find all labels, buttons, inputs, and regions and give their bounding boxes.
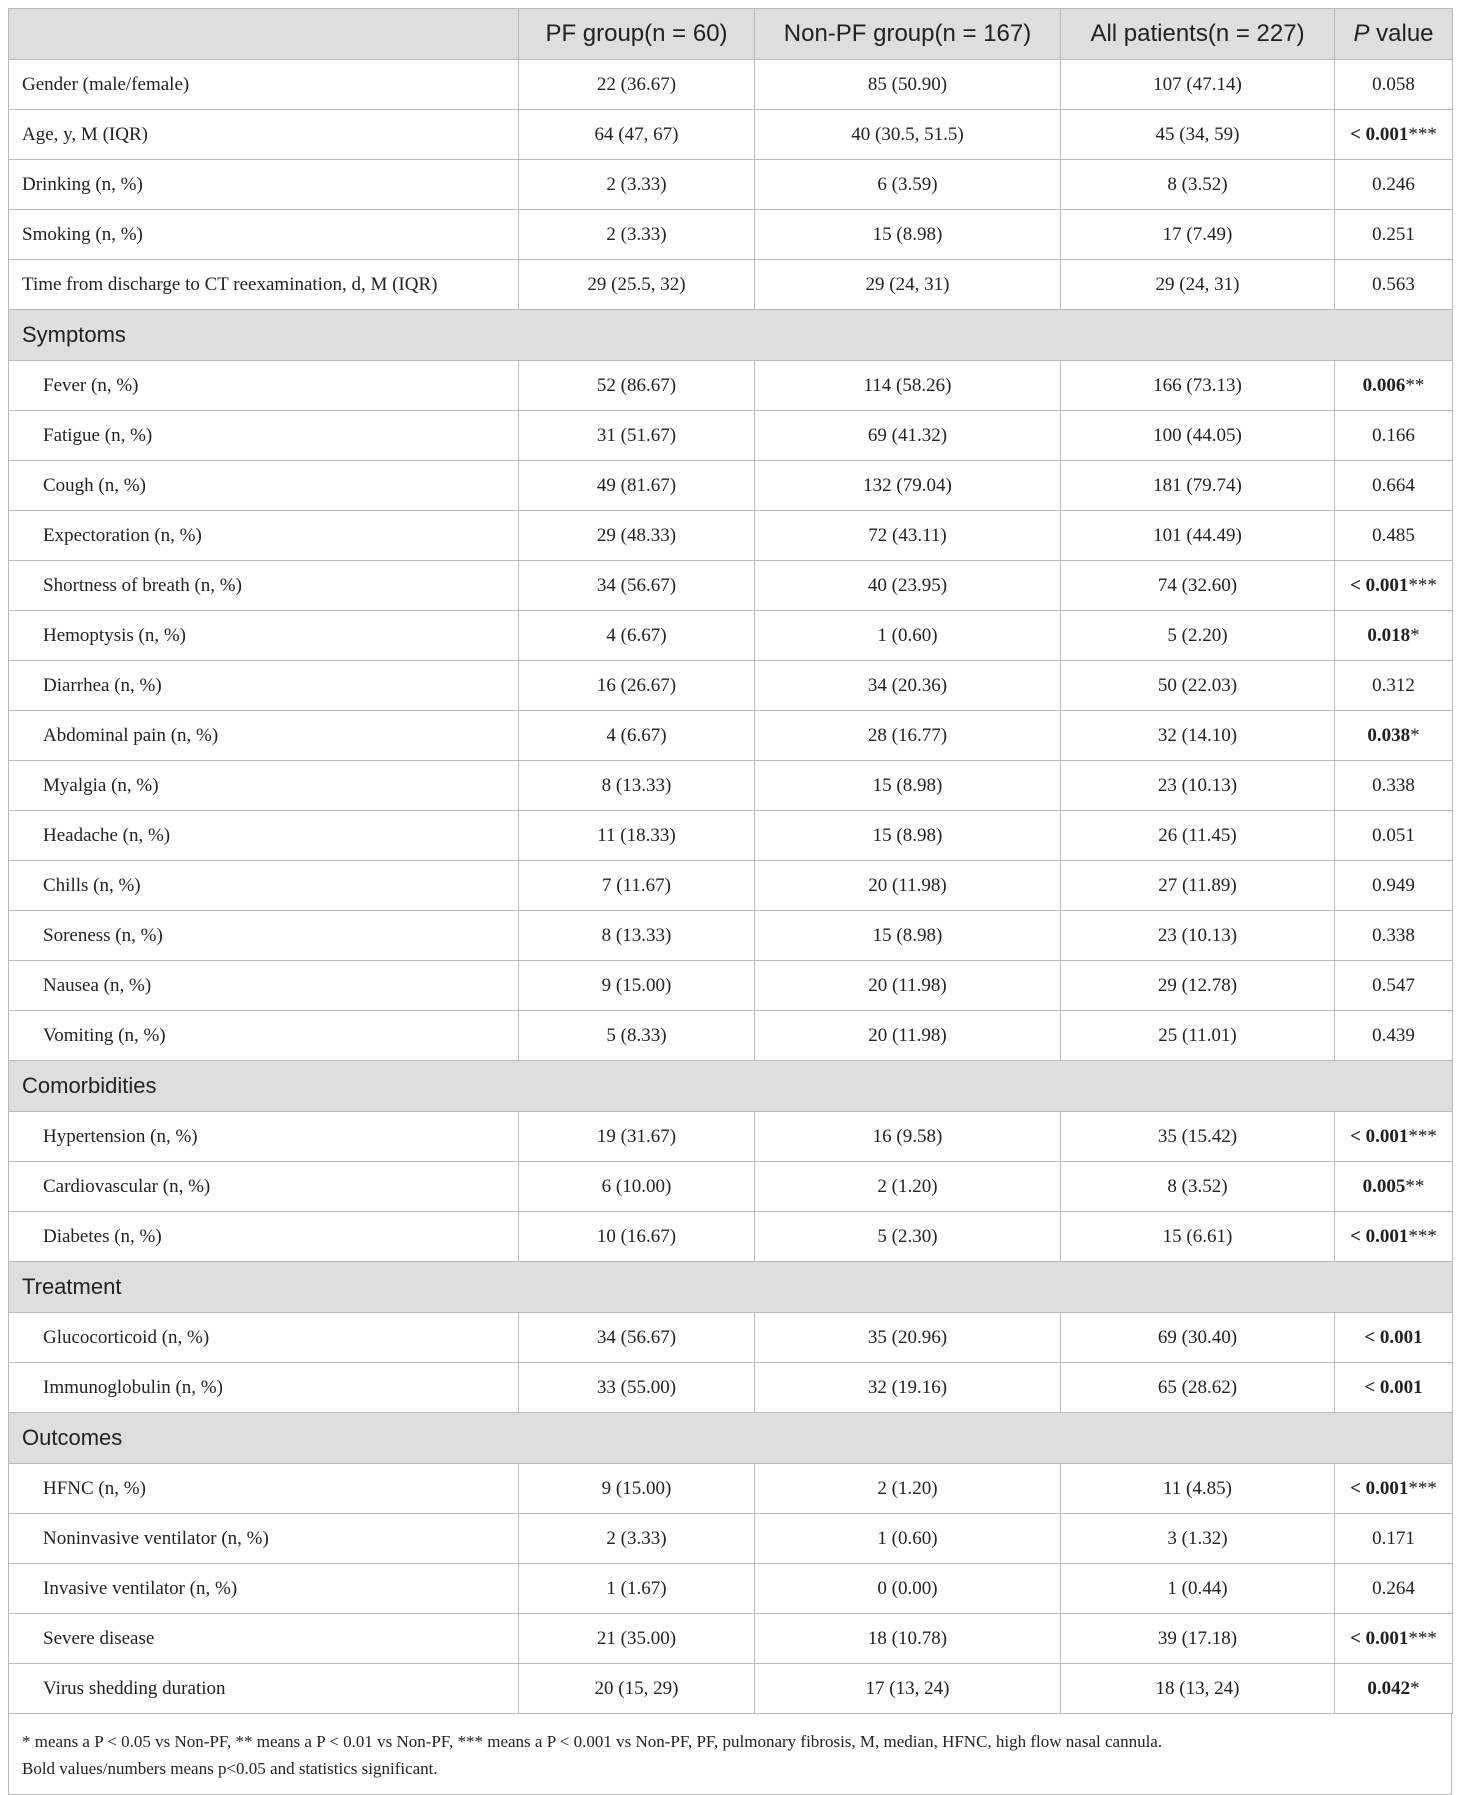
- all-patients-cell: 35 (15.42): [1061, 1112, 1335, 1162]
- pf-group-cell: 2 (3.33): [519, 1514, 755, 1564]
- all-patients-cell: 23 (10.13): [1061, 911, 1335, 961]
- header-p-value: [1335, 9, 1453, 60]
- all-patients-cell: 65 (28.62): [1061, 1363, 1335, 1413]
- table-container: [8, 8, 1452, 1795]
- pf-group-cell: 33 (55.00): [519, 1363, 755, 1413]
- non-pf-group-cell: 35 (20.96): [755, 1313, 1061, 1363]
- p-value-number: 0.018: [1367, 624, 1411, 646]
- p-value-cell: [1335, 961, 1453, 1011]
- p-value-number: < 0.001: [1350, 1627, 1409, 1649]
- p-value-number: 0.166: [1372, 424, 1415, 446]
- row-label-cell: Severe disease: [9, 1614, 519, 1664]
- p-value-cell: [1335, 611, 1453, 661]
- p-value-cell: [1335, 1614, 1453, 1664]
- row-label-cell: Smoking (n, %): [9, 210, 519, 260]
- significance-stars: ***: [1408, 123, 1437, 145]
- non-pf-group-cell: 16 (9.58): [755, 1112, 1061, 1162]
- table-row: [9, 1664, 1453, 1714]
- patient-characteristics-table: [8, 8, 1453, 1714]
- non-pf-group-cell: 2 (1.20): [755, 1162, 1061, 1212]
- table-row: [9, 1313, 1453, 1363]
- header-empty-cell: [9, 9, 519, 60]
- all-patients-cell: 27 (11.89): [1061, 861, 1335, 911]
- p-value-number: 0.058: [1372, 73, 1415, 95]
- section-label: Treatment: [9, 1262, 1453, 1313]
- non-pf-group-cell: 40 (23.95): [755, 561, 1061, 611]
- row-label-cell: Vomiting (n, %): [9, 1011, 519, 1061]
- section-header-row: [9, 1262, 1453, 1313]
- pf-group-cell: 34 (56.67): [519, 561, 755, 611]
- non-pf-group-cell: 34 (20.36): [755, 661, 1061, 711]
- table-row: [9, 611, 1453, 661]
- pf-group-cell: 5 (8.33): [519, 1011, 755, 1061]
- row-label-cell: Abdominal pain (n, %): [9, 711, 519, 761]
- pf-group-cell: 20 (15, 29): [519, 1664, 755, 1714]
- non-pf-group-cell: 1 (0.60): [755, 611, 1061, 661]
- all-patients-cell: 29 (12.78): [1061, 961, 1335, 1011]
- row-label-cell: Headache (n, %): [9, 811, 519, 861]
- pf-group-cell: 64 (47, 67): [519, 110, 755, 160]
- p-value-cell: [1335, 861, 1453, 911]
- table-row: [9, 861, 1453, 911]
- p-value-cell: [1335, 1212, 1453, 1262]
- p-value-number: 0.264: [1372, 1577, 1415, 1599]
- all-patients-cell: 181 (79.74): [1061, 461, 1335, 511]
- non-pf-group-cell: 20 (11.98): [755, 861, 1061, 911]
- pf-group-cell: 11 (18.33): [519, 811, 755, 861]
- row-label-cell: Time from discharge to CT reexamination, d, M (IQR): [9, 260, 519, 310]
- p-value-number: 0.949: [1372, 874, 1415, 896]
- p-value-cell: [1335, 1162, 1453, 1212]
- p-value-cell: [1335, 110, 1453, 160]
- pf-group-cell: 6 (10.00): [519, 1162, 755, 1212]
- table-row: [9, 561, 1453, 611]
- p-value-cell: [1335, 160, 1453, 210]
- pf-group-cell: 7 (11.67): [519, 861, 755, 911]
- table-body: [9, 60, 1453, 1714]
- pf-group-cell: 9 (15.00): [519, 1464, 755, 1514]
- p-value-number: 0.251: [1372, 223, 1415, 245]
- p-value-number: 0.338: [1372, 924, 1415, 946]
- all-patients-cell: 50 (22.03): [1061, 661, 1335, 711]
- all-patients-cell: 3 (1.32): [1061, 1514, 1335, 1564]
- row-label-cell: Diabetes (n, %): [9, 1212, 519, 1262]
- p-value-cell: [1335, 210, 1453, 260]
- row-label-cell: Hypertension (n, %): [9, 1112, 519, 1162]
- table-row: [9, 1162, 1453, 1212]
- non-pf-group-cell: 6 (3.59): [755, 160, 1061, 210]
- p-value-cell: [1335, 361, 1453, 411]
- row-label-cell: Gender (male/female): [9, 60, 519, 110]
- header-p-rest: value: [1369, 20, 1434, 47]
- non-pf-group-cell: 69 (41.32): [755, 411, 1061, 461]
- all-patients-cell: 17 (7.49): [1061, 210, 1335, 260]
- p-value-cell: [1335, 461, 1453, 511]
- section-label: Outcomes: [9, 1413, 1453, 1464]
- p-value-number: < 0.001: [1350, 1477, 1409, 1499]
- section-label: Comorbidities: [9, 1061, 1453, 1112]
- table-row: [9, 1011, 1453, 1061]
- row-label-cell: Expectoration (n, %): [9, 511, 519, 561]
- row-label-cell: Invasive ventilator (n, %): [9, 1564, 519, 1614]
- table-row: [9, 210, 1453, 260]
- non-pf-group-cell: 29 (24, 31): [755, 260, 1061, 310]
- non-pf-group-cell: 114 (58.26): [755, 361, 1061, 411]
- table-row: [9, 1363, 1453, 1413]
- section-header-row: [9, 310, 1453, 361]
- p-value-cell: [1335, 1514, 1453, 1564]
- pf-group-cell: 21 (35.00): [519, 1614, 755, 1664]
- non-pf-group-cell: 5 (2.30): [755, 1212, 1061, 1262]
- all-patients-cell: 101 (44.49): [1061, 511, 1335, 561]
- p-value-number: 0.246: [1372, 173, 1415, 195]
- pf-group-cell: 2 (3.33): [519, 160, 755, 210]
- all-patients-cell: 1 (0.44): [1061, 1564, 1335, 1614]
- table-row: [9, 411, 1453, 461]
- non-pf-group-cell: 32 (19.16): [755, 1363, 1061, 1413]
- header-row: [9, 9, 1453, 60]
- row-label-cell: Fever (n, %): [9, 361, 519, 411]
- all-patients-cell: 8 (3.52): [1061, 160, 1335, 210]
- all-patients-cell: 100 (44.05): [1061, 411, 1335, 461]
- row-label-cell: Virus shedding duration: [9, 1664, 519, 1714]
- p-value-cell: [1335, 260, 1453, 310]
- row-label-cell: Nausea (n, %): [9, 961, 519, 1011]
- section-header-row: [9, 1061, 1453, 1112]
- non-pf-group-cell: 2 (1.20): [755, 1464, 1061, 1514]
- table-row: [9, 1464, 1453, 1514]
- significance-stars: **: [1405, 374, 1425, 396]
- table-row: [9, 511, 1453, 561]
- all-patients-cell: 26 (11.45): [1061, 811, 1335, 861]
- p-value-number: 0.485: [1372, 524, 1415, 546]
- p-value-cell: [1335, 411, 1453, 461]
- all-patients-cell: 107 (47.14): [1061, 60, 1335, 110]
- all-patients-cell: 8 (3.52): [1061, 1162, 1335, 1212]
- significance-stars: ***: [1408, 1477, 1437, 1499]
- row-label-cell: Soreness (n, %): [9, 911, 519, 961]
- row-label-cell: Immunoglobulin (n, %): [9, 1363, 519, 1413]
- p-value-number: < 0.001: [1350, 1225, 1409, 1247]
- header-pf-group: PF group(n = 60): [519, 9, 755, 60]
- p-value-cell: [1335, 911, 1453, 961]
- all-patients-cell: 32 (14.10): [1061, 711, 1335, 761]
- p-value-number: 0.038: [1367, 724, 1411, 746]
- non-pf-group-cell: 15 (8.98): [755, 761, 1061, 811]
- p-value-number: 0.171: [1372, 1527, 1415, 1549]
- table-row: [9, 761, 1453, 811]
- all-patients-cell: 45 (34, 59): [1061, 110, 1335, 160]
- non-pf-group-cell: 15 (8.98): [755, 811, 1061, 861]
- significance-stars: ***: [1408, 574, 1437, 596]
- pf-group-cell: 4 (6.67): [519, 711, 755, 761]
- all-patients-cell: 11 (4.85): [1061, 1464, 1335, 1514]
- all-patients-cell: 39 (17.18): [1061, 1614, 1335, 1664]
- header-p-italic: P: [1353, 20, 1370, 47]
- p-value-cell: [1335, 561, 1453, 611]
- pf-group-cell: 16 (26.67): [519, 661, 755, 711]
- footnote-line-2: Bold values/numbers means p<0.05 and statistics significant.: [22, 1759, 438, 1778]
- non-pf-group-cell: 28 (16.77): [755, 711, 1061, 761]
- significance-stars: *: [1410, 1677, 1420, 1699]
- significance-stars: ***: [1408, 1125, 1437, 1147]
- row-label-cell: Shortness of breath (n, %): [9, 561, 519, 611]
- pf-group-cell: 8 (13.33): [519, 761, 755, 811]
- p-value-cell: [1335, 511, 1453, 561]
- p-value-cell: [1335, 1363, 1453, 1413]
- significance-stars: **: [1405, 1175, 1425, 1197]
- significance-stars: ***: [1408, 1225, 1437, 1247]
- p-value-number: 0.563: [1372, 273, 1415, 295]
- p-value-cell: [1335, 60, 1453, 110]
- pf-group-cell: 52 (86.67): [519, 361, 755, 411]
- p-value-number: 0.664: [1372, 474, 1415, 496]
- table-row: [9, 1614, 1453, 1664]
- table-row: [9, 1514, 1453, 1564]
- non-pf-group-cell: 17 (13, 24): [755, 1664, 1061, 1714]
- table-row: [9, 260, 1453, 310]
- pf-group-cell: 49 (81.67): [519, 461, 755, 511]
- all-patients-cell: 25 (11.01): [1061, 1011, 1335, 1061]
- p-value-number: 0.547: [1372, 974, 1415, 996]
- all-patients-cell: 69 (30.40): [1061, 1313, 1335, 1363]
- p-value-number: < 0.001: [1364, 1326, 1423, 1348]
- row-label-cell: Age, y, M (IQR): [9, 110, 519, 160]
- all-patients-cell: 5 (2.20): [1061, 611, 1335, 661]
- table-row: [9, 110, 1453, 160]
- pf-group-cell: 29 (25.5, 32): [519, 260, 755, 310]
- section-header-row: [9, 1413, 1453, 1464]
- table-row: [9, 60, 1453, 110]
- p-value-cell: [1335, 1011, 1453, 1061]
- row-label-cell: Diarrhea (n, %): [9, 661, 519, 711]
- p-value-cell: [1335, 1664, 1453, 1714]
- header-non-pf-group: Non-PF group(n = 167): [755, 9, 1061, 60]
- non-pf-group-cell: 85 (50.90): [755, 60, 1061, 110]
- non-pf-group-cell: 132 (79.04): [755, 461, 1061, 511]
- row-label-cell: Noninvasive ventilator (n, %): [9, 1514, 519, 1564]
- row-label-cell: Hemoptysis (n, %): [9, 611, 519, 661]
- significance-stars: ***: [1408, 1627, 1437, 1649]
- non-pf-group-cell: 72 (43.11): [755, 511, 1061, 561]
- non-pf-group-cell: 40 (30.5, 51.5): [755, 110, 1061, 160]
- pf-group-cell: 34 (56.67): [519, 1313, 755, 1363]
- table-row: [9, 361, 1453, 411]
- p-value-cell: [1335, 661, 1453, 711]
- all-patients-cell: 18 (13, 24): [1061, 1664, 1335, 1714]
- header-all-patients: All patients(n = 227): [1061, 9, 1335, 60]
- row-label-cell: Cough (n, %): [9, 461, 519, 511]
- pf-group-cell: 29 (48.33): [519, 511, 755, 561]
- significance-stars: *: [1410, 724, 1420, 746]
- non-pf-group-cell: 15 (8.98): [755, 911, 1061, 961]
- section-label: Symptoms: [9, 310, 1453, 361]
- p-value-number: 0.006: [1362, 374, 1406, 396]
- table-row: [9, 1112, 1453, 1162]
- p-value-cell: [1335, 811, 1453, 861]
- p-value-cell: [1335, 761, 1453, 811]
- table-row: [9, 811, 1453, 861]
- non-pf-group-cell: 15 (8.98): [755, 210, 1061, 260]
- row-label-cell: Fatigue (n, %): [9, 411, 519, 461]
- footnote-line-1: * means a P < 0.05 vs Non-PF, ** means a P < 0.01 vs Non-PF, *** means a P < 0.001 vs Non-PF, PF, pulmonary fibrosis, M, median, HFNC, high flow nasal cannula.: [22, 1732, 1163, 1751]
- all-patients-cell: 29 (24, 31): [1061, 260, 1335, 310]
- row-label-cell: Glucocorticoid (n, %): [9, 1313, 519, 1363]
- all-patients-cell: 23 (10.13): [1061, 761, 1335, 811]
- p-value-number: 0.439: [1372, 1024, 1415, 1046]
- table-row: [9, 1564, 1453, 1614]
- table-row: [9, 711, 1453, 761]
- table-row: [9, 461, 1453, 511]
- all-patients-cell: 166 (73.13): [1061, 361, 1335, 411]
- table-row: [9, 911, 1453, 961]
- non-pf-group-cell: 0 (0.00): [755, 1564, 1061, 1614]
- all-patients-cell: 74 (32.60): [1061, 561, 1335, 611]
- p-value-cell: [1335, 1313, 1453, 1363]
- pf-group-cell: 1 (1.67): [519, 1564, 755, 1614]
- p-value-number: < 0.001: [1350, 1125, 1409, 1147]
- row-label-cell: Cardiovascular (n, %): [9, 1162, 519, 1212]
- p-value-cell: [1335, 1564, 1453, 1614]
- pf-group-cell: 8 (13.33): [519, 911, 755, 961]
- pf-group-cell: 31 (51.67): [519, 411, 755, 461]
- non-pf-group-cell: 1 (0.60): [755, 1514, 1061, 1564]
- p-value-number: 0.312: [1372, 674, 1415, 696]
- table-row: [9, 661, 1453, 711]
- all-patients-cell: 15 (6.61): [1061, 1212, 1335, 1262]
- pf-group-cell: 10 (16.67): [519, 1212, 755, 1262]
- non-pf-group-cell: 18 (10.78): [755, 1614, 1061, 1664]
- p-value-cell: [1335, 1464, 1453, 1514]
- table-footnote: [8, 1714, 1452, 1795]
- row-label-cell: Drinking (n, %): [9, 160, 519, 210]
- table-row: [9, 961, 1453, 1011]
- p-value-number: 0.338: [1372, 774, 1415, 796]
- p-value-number: 0.042: [1367, 1677, 1411, 1699]
- p-value-number: < 0.001: [1364, 1376, 1423, 1398]
- row-label-cell: Myalgia (n, %): [9, 761, 519, 811]
- table-row: [9, 160, 1453, 210]
- pf-group-cell: 22 (36.67): [519, 60, 755, 110]
- pf-group-cell: 4 (6.67): [519, 611, 755, 661]
- p-value-number: 0.051: [1372, 824, 1415, 846]
- pf-group-cell: 19 (31.67): [519, 1112, 755, 1162]
- significance-stars: *: [1410, 624, 1420, 646]
- table-row: [9, 1212, 1453, 1262]
- p-value-number: 0.005: [1362, 1175, 1406, 1197]
- row-label-cell: Chills (n, %): [9, 861, 519, 911]
- non-pf-group-cell: 20 (11.98): [755, 961, 1061, 1011]
- row-label-cell: HFNC (n, %): [9, 1464, 519, 1514]
- p-value-cell: [1335, 1112, 1453, 1162]
- pf-group-cell: 2 (3.33): [519, 210, 755, 260]
- non-pf-group-cell: 20 (11.98): [755, 1011, 1061, 1061]
- p-value-number: < 0.001: [1350, 123, 1409, 145]
- p-value-number: < 0.001: [1350, 574, 1409, 596]
- p-value-cell: [1335, 711, 1453, 761]
- pf-group-cell: 9 (15.00): [519, 961, 755, 1011]
